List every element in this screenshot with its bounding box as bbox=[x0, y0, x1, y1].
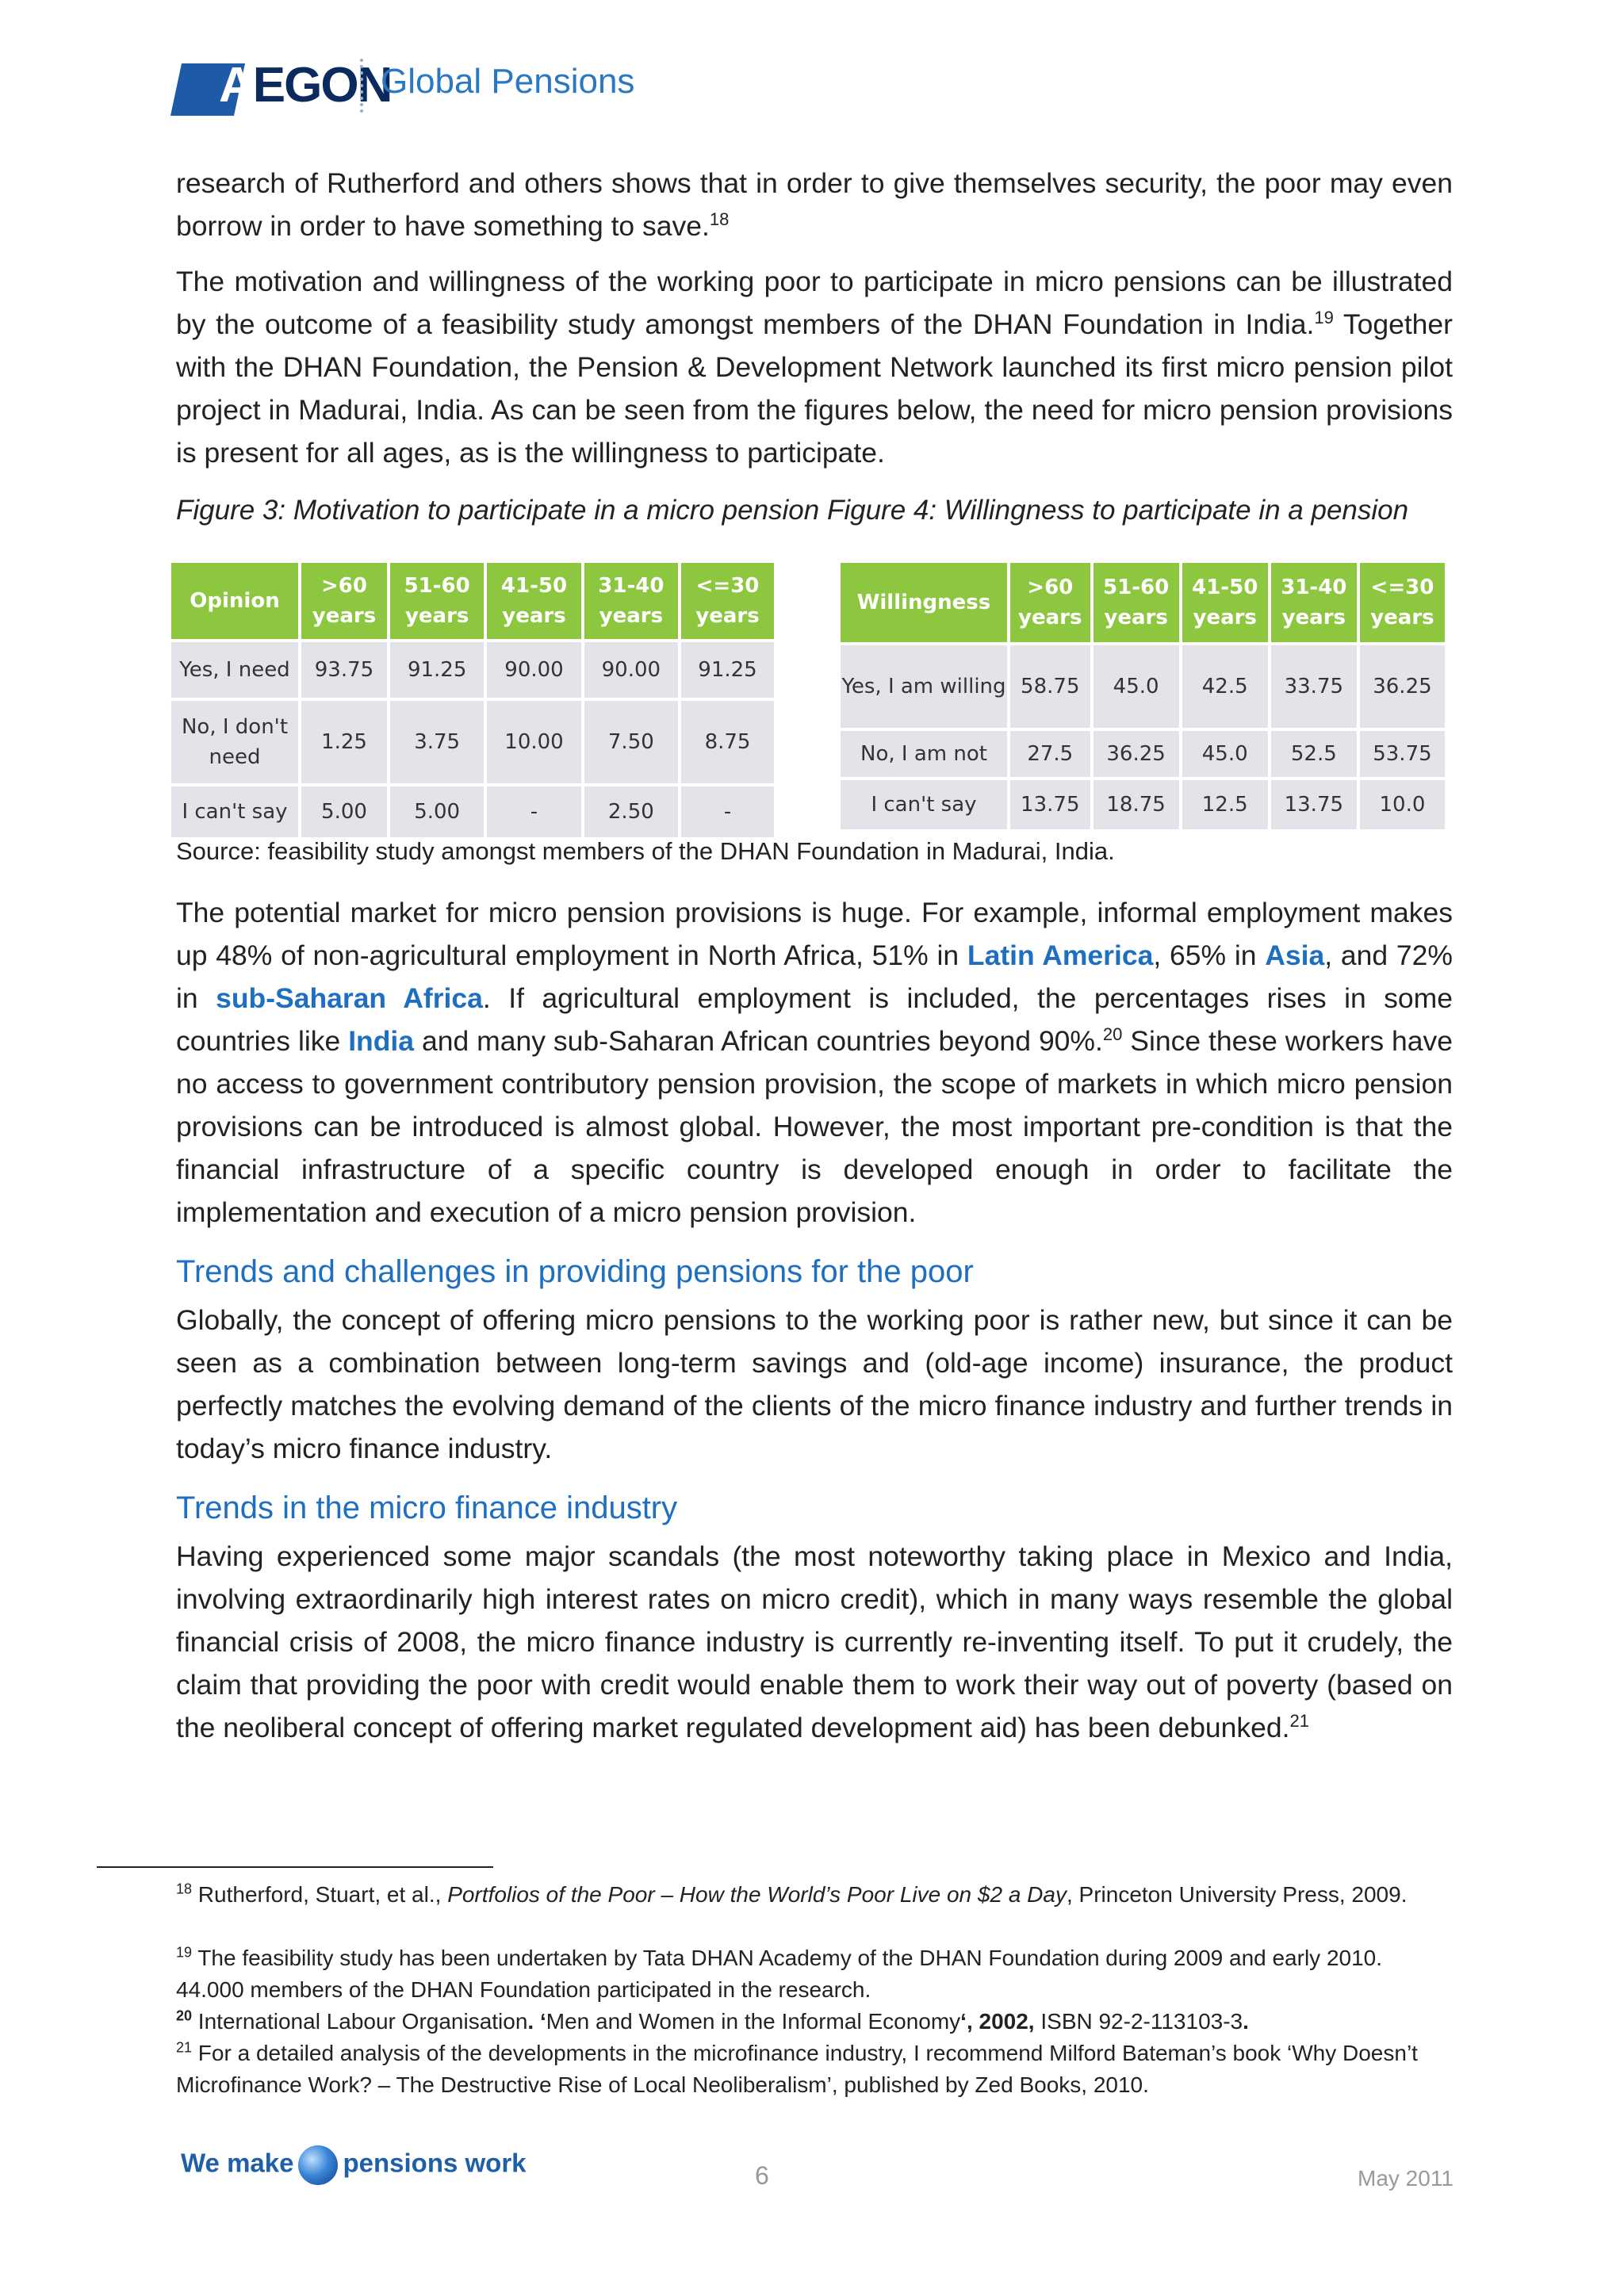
table-corner: Opinion bbox=[171, 563, 298, 639]
opinion-table bbox=[168, 560, 777, 840]
table-cell: - bbox=[487, 786, 580, 837]
table-cell: 5.00 bbox=[301, 786, 387, 837]
table-header-row bbox=[841, 563, 1445, 642]
figure-caption: Figure 3: Motivation to participate in a micro pension Figure 4: Willingness to participate in a pension bbox=[176, 495, 1409, 526]
footnote-separator bbox=[97, 1866, 493, 1868]
footer-slogan: We make pensions work bbox=[181, 2145, 527, 2185]
table-row bbox=[841, 780, 1445, 829]
footnote-20: $^{20}$ International Labour Organisation. ‘Men and Women in the Informal Economy‘, 2002, ISBN 92-2-113103-3. bbox=[176, 2007, 1249, 2034]
column-header: 41-50 years bbox=[1182, 563, 1268, 642]
table-cell: 53.75 bbox=[1360, 731, 1445, 777]
column-header: >60 years bbox=[1010, 563, 1090, 642]
footnote-19: $^{19}$ The feasibility study has been undertaken by Tata DHAN Academy of the DHAN Foundation during 2009 and early 2010. 44.000 members of the DHAN Foundation participated in the research. bbox=[176, 1944, 1383, 2002]
table-cell: 5.00 bbox=[390, 786, 484, 837]
column-header: 31-40 years bbox=[584, 563, 678, 639]
table-cell: 45.0 bbox=[1094, 645, 1179, 728]
section-heading-trends-challenges: Trends and challenges in providing pensions for the poor bbox=[176, 1254, 974, 1289]
table-cell: 90.00 bbox=[487, 642, 580, 698]
table-cell: 18.75 bbox=[1094, 780, 1179, 829]
paragraph-4: Globally, the concept of offering micro pensions to the working poor is rather new, but since it can be seen as a combination between long-term savings and (old-age income) insurance, the product perfectly matches the evolving demand of the clients of the micro finance industry and further trends in today’s micro finance industry. bbox=[176, 1304, 1453, 1464]
row-label: Yes, I am willing bbox=[841, 645, 1007, 728]
footer-date: May 2011 bbox=[1358, 2166, 1454, 2191]
table-cell: 42.5 bbox=[1182, 645, 1268, 728]
table-row bbox=[841, 645, 1445, 728]
footnote-ref-19[interactable]: 19 bbox=[1314, 308, 1334, 328]
brand-subtitle: Global Pensions bbox=[381, 62, 635, 101]
paragraph-5: Having experienced some major scandals (the most noteworthy taking place in Mexico and India, involving extraordinarily high interest rates on micro credit), which in many ways resemble the global financial crisis of 2008, the micro finance industry is currently re-inventing itself. To put it crudely, the claim that providing the poor with credit would enable them to work their way out of poverty (based on the neoliberal concept of offering market regulated development aid) has been debunked.$^{21}$ bbox=[176, 1540, 1453, 1743]
column-header: 51-60 years bbox=[390, 563, 484, 639]
table-cell: 36.25 bbox=[1094, 731, 1179, 777]
table-cell: 10.0 bbox=[1360, 780, 1445, 829]
row-label: No, I don't need bbox=[171, 701, 298, 783]
footnote-21: $^{21}$ For a detailed analysis of the developments in the microfinance industry, I recommend Milford Bateman’s book ‘Why Doesn’t Microfinance Work? – The Destructive Rise of Local Neoliberalism’, published by Zed Books, 2010. bbox=[176, 2039, 1418, 2097]
table-cell: 13.75 bbox=[1271, 780, 1357, 829]
row-label: I can't say bbox=[841, 780, 1007, 829]
section-heading-micro-finance-trends: Trends in the micro finance industry bbox=[176, 1490, 678, 1525]
table-cell: 36.25 bbox=[1360, 645, 1445, 728]
table-row bbox=[171, 786, 774, 837]
paragraph-2: The motivation and willingness of the working poor to participate in micro pensions can be illustrated by the outcome of a feasibility study amongst members of the DHAN Foundation in India.$^{19}$ Together with the DHAN Foundation, the Pension & Development Network launched its first micro pension pilot project in Madurai, India. As can be seen from the figures below, the need for micro pension provisions is present for all ages, as is the willingness to participate. bbox=[176, 266, 1453, 469]
column-header: <=30 years bbox=[681, 563, 774, 639]
table-source: Source: feasibility study amongst members of the DHAN Foundation in Madurai, India. bbox=[176, 837, 1115, 865]
table-cell: 1.25 bbox=[301, 701, 387, 783]
table-cell: 58.75 bbox=[1010, 645, 1090, 728]
table-cell: 12.5 bbox=[1182, 780, 1268, 829]
row-label: Yes, I need bbox=[171, 642, 298, 698]
column-header: 41-50 years bbox=[487, 563, 580, 639]
table-cell: 45.0 bbox=[1182, 731, 1268, 777]
table-cell: 93.75 bbox=[301, 642, 387, 698]
table-row bbox=[171, 701, 774, 783]
table-cell: 10.00 bbox=[487, 701, 580, 783]
table-cell: 90.00 bbox=[584, 642, 678, 698]
row-label: No, I am not bbox=[841, 731, 1007, 777]
footnote-ref-20[interactable]: 20 bbox=[1102, 1024, 1123, 1045]
link-india[interactable]: India bbox=[348, 1025, 415, 1057]
table-corner: Willingness bbox=[841, 563, 1007, 642]
footnote-ref-21[interactable]: 21 bbox=[1289, 1711, 1310, 1732]
link-latin-america[interactable]: Latin America bbox=[967, 939, 1154, 971]
row-label: I can't say bbox=[171, 786, 298, 837]
column-header: >60 years bbox=[301, 563, 387, 639]
table-cell: 91.25 bbox=[390, 642, 484, 698]
table-cell: 52.5 bbox=[1271, 731, 1357, 777]
brand-name: AEGON bbox=[219, 58, 392, 113]
footnote-18: $^{18}$ Rutherford, Stuart, et al., Portfolios of the Poor – How the World’s Poor Live on $2 a Day, Princeton University Press, 2009. bbox=[176, 1881, 1408, 1907]
table-cell: 7.50 bbox=[584, 701, 678, 783]
link-asia[interactable]: Asia bbox=[1265, 939, 1325, 971]
table-cell: 3.75 bbox=[390, 701, 484, 783]
table-cell: 8.75 bbox=[681, 701, 774, 783]
globe-icon bbox=[298, 2145, 338, 2185]
footnote-ref-18[interactable]: 18 bbox=[709, 209, 730, 230]
table-header-row bbox=[171, 563, 774, 639]
link-sub-saharan-africa[interactable]: sub-Saharan Africa bbox=[216, 982, 483, 1014]
table-cell: 33.75 bbox=[1271, 645, 1357, 728]
page-number: 6 bbox=[755, 2161, 769, 2190]
willingness-table bbox=[837, 560, 1448, 832]
column-header: 51-60 years bbox=[1094, 563, 1179, 642]
table-cell: 91.25 bbox=[681, 642, 774, 698]
table-row bbox=[171, 642, 774, 698]
column-header: 31-40 years bbox=[1271, 563, 1357, 642]
table-row bbox=[841, 731, 1445, 777]
table-cell: 13.75 bbox=[1010, 780, 1090, 829]
table-cell: 27.5 bbox=[1010, 731, 1090, 777]
paragraph-1: research of Rutherford and others shows that in order to give themselves security, the poor may even borrow in order to have something to save.$^{18}$ bbox=[176, 167, 1453, 242]
logo-divider bbox=[360, 59, 366, 113]
table-cell: 2.50 bbox=[584, 786, 678, 837]
column-header: <=30 years bbox=[1360, 563, 1445, 642]
paragraph-3: The potential market for micro pension provisions is huge. For example, informal employment makes up 48% of non-agricultural employment in North Africa, 51% in Latin America, 65% in Asia, and 72% in sub-Saharan Africa. If agricultural employment is included, the percentages rises in some countries like India and many sub-Saharan African countries beyond 90%.$^{20}$ Since these workers have no access to government contributory pension provision, the scope of markets in which micro pension provisions can be introduced is almost global. However, the most important pre-condition is that the financial infrastructure of a specific country is developed enough in order to facilitate the implementation and execution of a micro pension provision. bbox=[176, 897, 1453, 1228]
aegon-logo bbox=[176, 57, 652, 128]
table-cell: - bbox=[681, 786, 774, 837]
